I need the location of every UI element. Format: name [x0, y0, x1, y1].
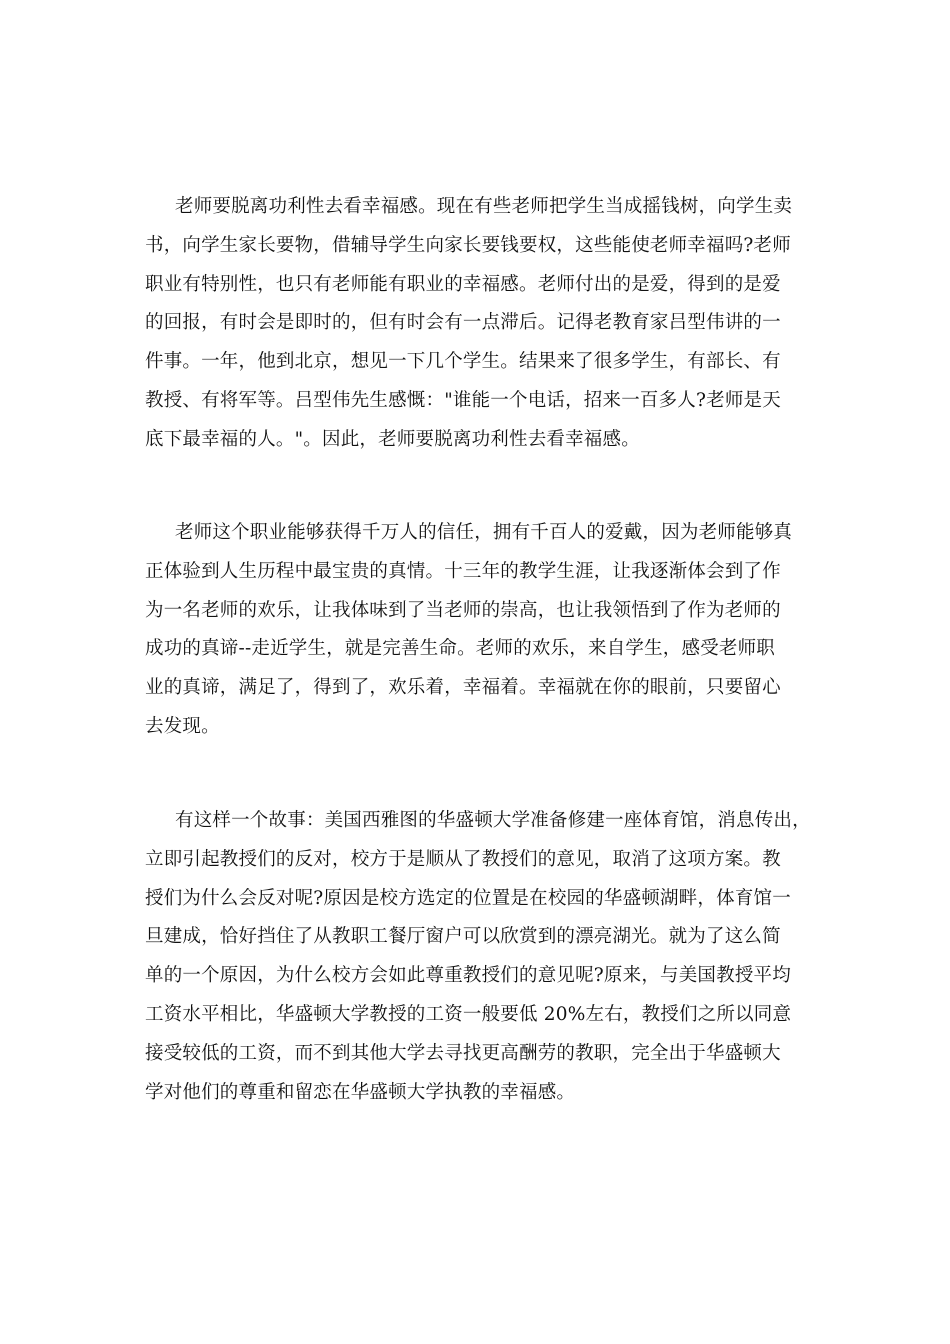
paragraph-line: 立即引起教授们的反对，校方于是顺从了教授们的意见，取消了这项方案。教: [145, 848, 781, 870]
paragraph-line: 成功的真谛--走近学生，就是完善生命。老师的欢乐，来自学生，感受老师职: [145, 638, 776, 660]
paragraph-line: 学对他们的尊重和留恋在华盛顿大学执教的幸福感。: [145, 1081, 576, 1103]
paragraph-line: 旦建成，恰好挡住了从教职工餐厅窗户可以欣赏到的漂亮湖光。就为了这么简: [145, 926, 781, 948]
paragraph-line: 教授、有将军等。吕型伟先生感慨："谁能一个电话，招来一百多人?老师是天: [145, 389, 781, 411]
paragraph-line: 有这样一个故事：美国西雅图的华盛顿大学准备修建一座体育馆，消息传出，: [175, 810, 811, 831]
paragraph-line: 件事。一年，他到北京，想见一下几个学生。结果来了很多学生，有部长、有: [145, 351, 781, 373]
paragraph-line: 工资水平相比，华盛顿大学教授的工资一般要低 20%左右，教授们之所以同意: [145, 1003, 792, 1025]
paragraph-line: 老师这个职业能够获得千万人的信任，拥有千百人的爱戴，因为老师能够真: [175, 522, 793, 543]
paragraph-teacher-profession: [145, 514, 825, 747]
paragraph-line: 的回报，有时会是即时的，但有时会有一点滞后。记得老教育家吕型伟讲的一: [145, 312, 781, 334]
paragraph-line: 为一名老师的欢乐，让我体味到了当老师的崇高，也让我领悟到了作为老师的: [145, 599, 781, 621]
paragraph-teacher-happiness: [145, 188, 825, 460]
paragraph-line: 业的真谛，满足了，得到了，欢乐着，幸福着。幸福就在你的眼前，只要留心: [145, 677, 781, 699]
paragraph-washington-story: [145, 802, 825, 1112]
paragraph-line: 老师要脱离功利性去看幸福感。现在有些老师把学生当成摇钱树，向学生卖: [175, 196, 793, 217]
paragraph-line: 书，向学生家长要物，借辅导学生向家长要钱要权，这些能使老师幸福吗?老师: [145, 234, 791, 256]
paragraph-line: 单的一个原因，为什么校方会如此尊重教授们的意见呢?原来，与美国教授平均: [145, 965, 791, 987]
paragraph-line: 职业有特别性，也只有老师能有职业的幸福感。老师付出的是爱，得到的是爱: [145, 273, 781, 295]
paragraph-line: 正体验到人生历程中最宝贵的真情。十三年的教学生涯，让我逐渐体会到了作: [145, 560, 781, 582]
paragraph-line: 授们为什么会反对呢?原因是校方选定的位置是在校园的华盛顿湖畔，体育馆一: [145, 887, 791, 909]
paragraph-line: 去发现。: [145, 715, 220, 737]
paragraph-line: 底下最幸福的人。"。因此，老师要脱离功利性去看幸福感。: [145, 428, 640, 450]
paragraph-line: 接受较低的工资，而不到其他大学去寻找更高酬劳的教职，完全出于华盛顿大: [145, 1042, 781, 1064]
